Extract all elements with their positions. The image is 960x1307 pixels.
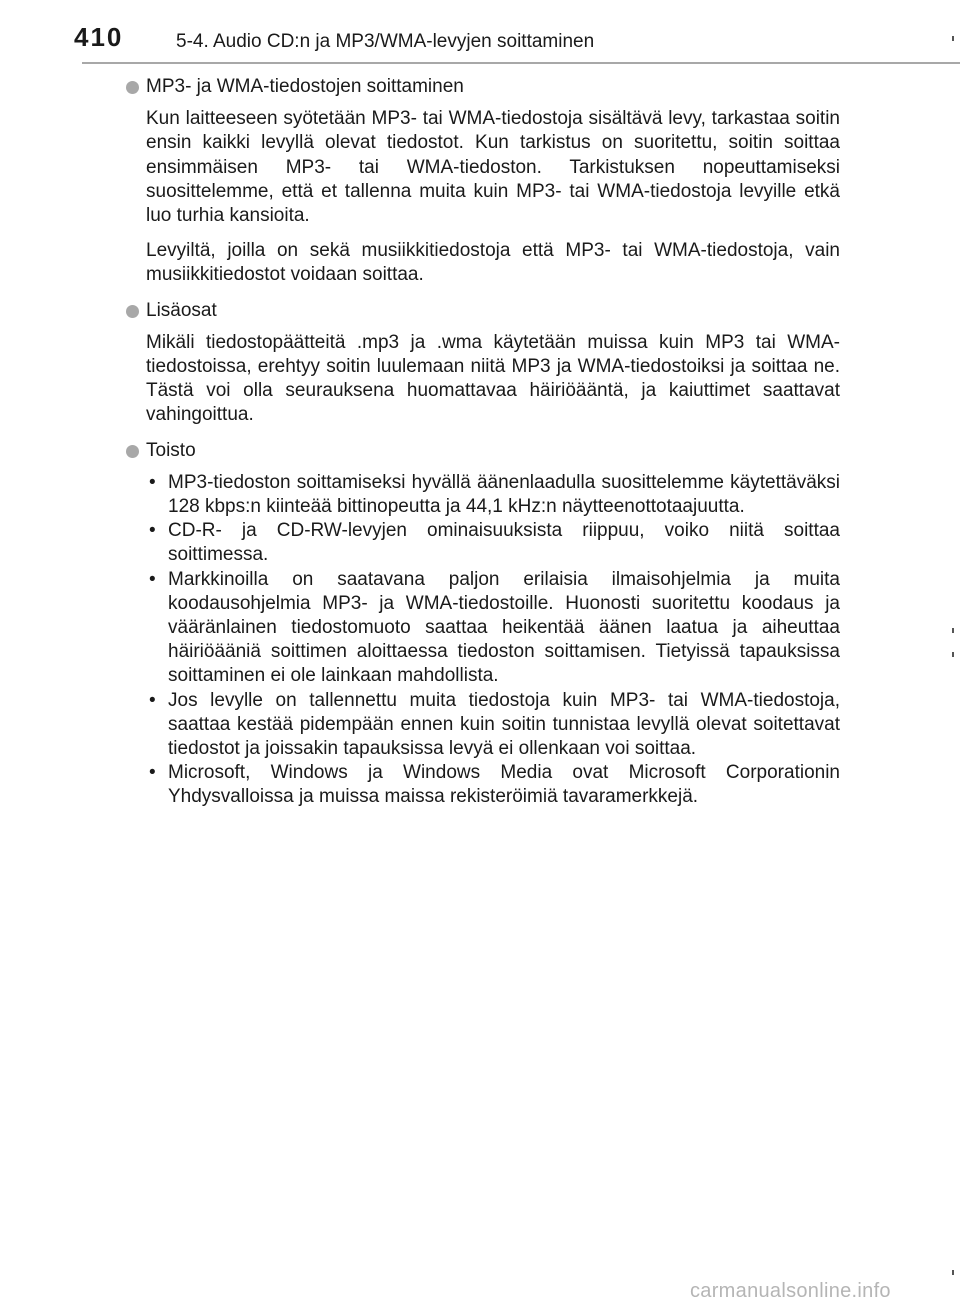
list-item-text: MP3-tiedoston soittamiseksi hyvällä äänenlaadulla suosittelemme käytettäväksi 128 kbps:n kiinteää bittinopeutta ja 44,1 kHz:n näytteenottotaajuutta. xyxy=(168,471,840,518)
paragraph: Kun laitteeseen syötetään MP3- tai WMA-tiedostoja sisältävä levy, tarkastaa soitin ensin kaikki levyllä olevat tiedostot. Kun tarkistus on suoritettu, soitin soittaa ensimmäisen MP3- tai WMA-tiedoston. Tarkistuksen nopeuttamiseksi suosittelemme, että et tallenna muita kuin MP3- tai WMA-tiedostoja levyille etkä luo turhia kansioita. xyxy=(146,108,840,227)
list-item xyxy=(146,519,840,567)
crop-mark xyxy=(952,628,954,633)
list-item xyxy=(146,689,840,762)
bullet-dot-icon xyxy=(126,445,139,458)
section-playback xyxy=(126,439,840,810)
bullet-point-icon: • xyxy=(149,568,156,590)
section-heading-text: Lisäosat xyxy=(146,299,217,321)
bullet-point-icon: • xyxy=(149,762,156,784)
bullet-dot-icon xyxy=(126,305,139,318)
page-content xyxy=(126,75,840,810)
section-heading xyxy=(126,439,840,463)
crop-mark xyxy=(952,36,954,41)
list-item-text: Microsoft, Windows ja Windows Media ovat Microsoft Corporationin Yhdysvalloissa ja muissa maissa rekisteröimiä tavaramerkkejä. xyxy=(168,762,840,808)
bullet-point-icon: • xyxy=(149,689,156,711)
list-item-text: CD-R- ja CD-RW-levyjen ominaisuuksista riippuu, voiko niitä soittaa soittimessa. xyxy=(168,520,840,566)
list-item xyxy=(146,471,840,519)
watermark-link[interactable]: carmanualsonline.info xyxy=(690,1280,891,1302)
list-item-text: Jos levylle on tallennettu muita tiedostoja kuin MP3- tai WMA-tiedostoja, saattaa kestää pidempään ennen kuin soitin tunnistaa levyllä olevat soitettavat tiedostot ja joissakin tapauksissa levyä ei ollenkaan voi soittaa. xyxy=(168,689,840,760)
bullet-list xyxy=(146,471,840,810)
crop-mark xyxy=(952,652,954,657)
section-heading xyxy=(126,75,840,99)
bullet-point-icon: • xyxy=(149,520,156,542)
section-heading xyxy=(126,299,840,323)
list-item-text: Markkinoilla on saatavana paljon erilaisia ilmaisohjelmia ja muita koodausohjelmia MP3- ja WMA-tiedostoille. Huonosti suoritettu koodaus ja vääränlainen tiedostomuoto saattaa heikentää äänen laatua ja aiheuttaa häiriöääniä soittimen aloittaessa tiedoston soittamisen. Tietyissä tapauksissa soittaminen ei ole lainkaan mahdollista. xyxy=(168,568,840,687)
paragraph: Mikäli tiedostopäätteitä .mp3 ja .wma käytetään muissa kuin MP3 tai WMA-tiedostoissa, erehtyy soitin luulemaan niitä MP3 ja WMA-tiedostoiksi ja soittaa ne. Tästä voi olla seurauksena huomattavaa häiriöääntä, ja kaiuttimet saattavat vahingoittua. xyxy=(146,331,840,426)
section-mp3-wma-playback xyxy=(126,75,840,288)
section-heading-text: MP3- ja WMA-tiedostojen soittaminen xyxy=(146,76,464,97)
section-extensions xyxy=(126,299,840,428)
list-item xyxy=(146,568,840,689)
page-header xyxy=(0,0,960,66)
page-number: 410 xyxy=(74,22,124,52)
section-heading-text: Toisto xyxy=(146,439,196,461)
bullet-dot-icon xyxy=(126,81,139,94)
crop-mark xyxy=(952,1270,954,1275)
list-item xyxy=(146,761,840,809)
header-divider xyxy=(82,62,960,64)
section-title: 5-4. Audio CD:n ja MP3/WMA-levyjen soittaminen xyxy=(176,31,595,52)
paragraph: Levyiltä, joilla on sekä musiikkitiedostoja että MP3- tai WMA-tiedostoja, vain musiikkitiedostot voidaan soittaa. xyxy=(146,240,840,286)
bullet-point-icon: • xyxy=(149,471,156,493)
